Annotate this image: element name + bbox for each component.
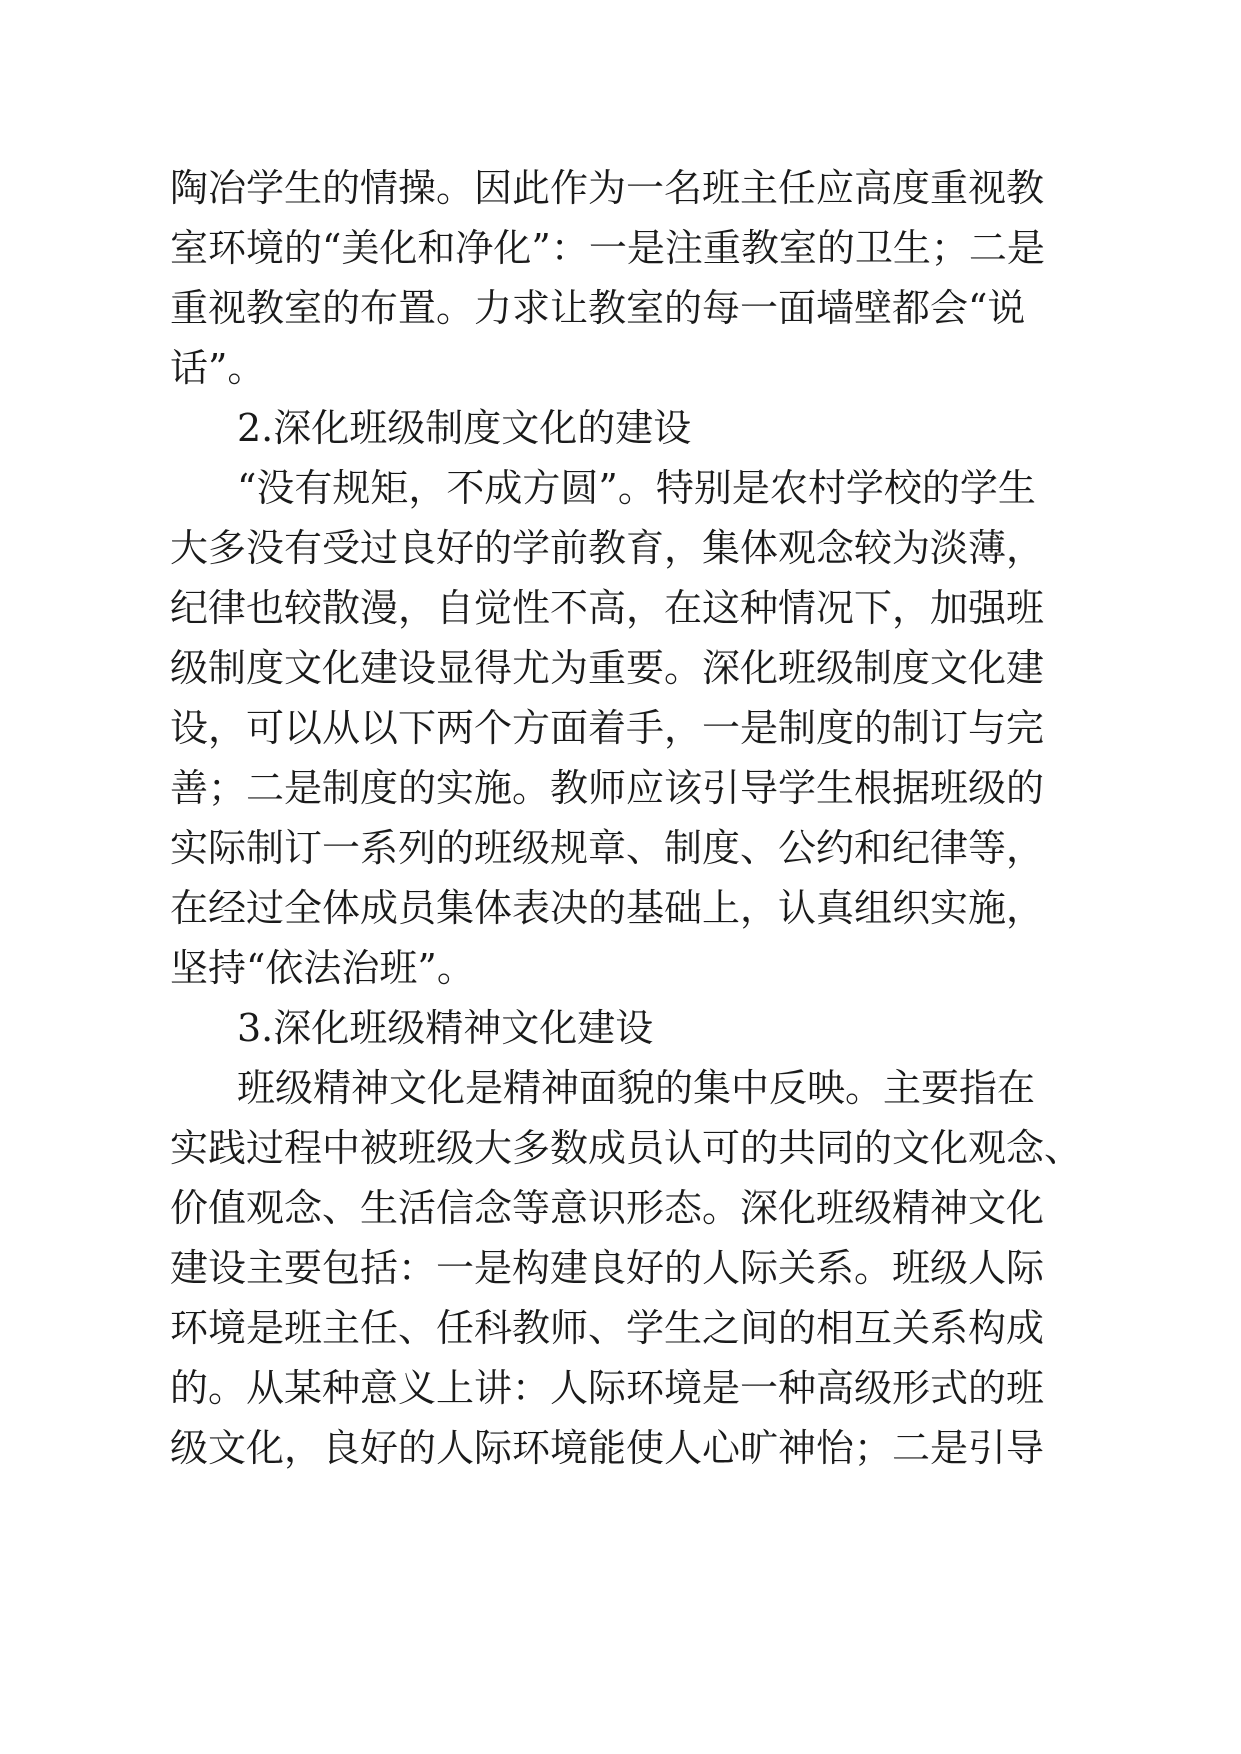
text-line: 设，可以从以下两个方面着手，一是制度的制订与完 [170,706,1045,750]
text-line: 级文化，良好的人际环境能使人心旷神怡；二是引导 [170,1426,1045,1470]
text-line: 在经过全体成员集体表决的基础上，认真组织实施， [170,886,1045,930]
text-line: 重视教室的布置。力求让教室的每一面墙壁都会“说 [170,286,1026,330]
text-line: 环境是班主任、任科教师、学生之间的相互关系构成 [170,1306,1045,1350]
text-line: 坚持“依法治班”。 [170,946,475,990]
section-heading: 3.深化班级精神文化建设 [237,1006,654,1050]
text-line: 纪律也较散漫，自觉性不高，在这种情况下，加强班 [170,586,1045,630]
text-line: “没有规矩，不成方圆”。特别是农村学校的学生 [237,466,1036,510]
section-heading: 2.深化班级制度文化的建设 [237,406,692,450]
text-line: 大多没有受过良好的学前教育，集体观念较为淡薄， [170,526,1045,570]
text-line: 价值观念、生活信念等意识形态。深化班级精神文化 [170,1186,1045,1230]
text-line: 话”。 [170,346,266,390]
text-line: 建设主要包括：一是构建良好的人际关系。班级人际 [170,1246,1045,1290]
text-line: 实践过程中被班级大多数成员认可的共同的文化观念、 [170,1126,1083,1170]
text-line: 的。从某种意义上讲：人际环境是一种高级形式的班 [170,1366,1045,1410]
text-line: 级制度文化建设显得尤为重要。深化班级制度文化建 [170,646,1045,690]
text-line: 室环境的“美化和净化”：一是注重教室的卫生；二是 [170,226,1045,270]
text-line: 善；二是制度的实施。教师应该引导学生根据班级的 [170,766,1045,810]
text-line: 陶冶学生的情操。因此作为一名班主任应高度重视教 [170,166,1045,210]
text-line: 实际制订一系列的班级规章、制度、公约和纪律等， [170,826,1045,870]
text-line: 班级精神文化是精神面貌的集中反映。主要指在 [237,1066,1036,1110]
